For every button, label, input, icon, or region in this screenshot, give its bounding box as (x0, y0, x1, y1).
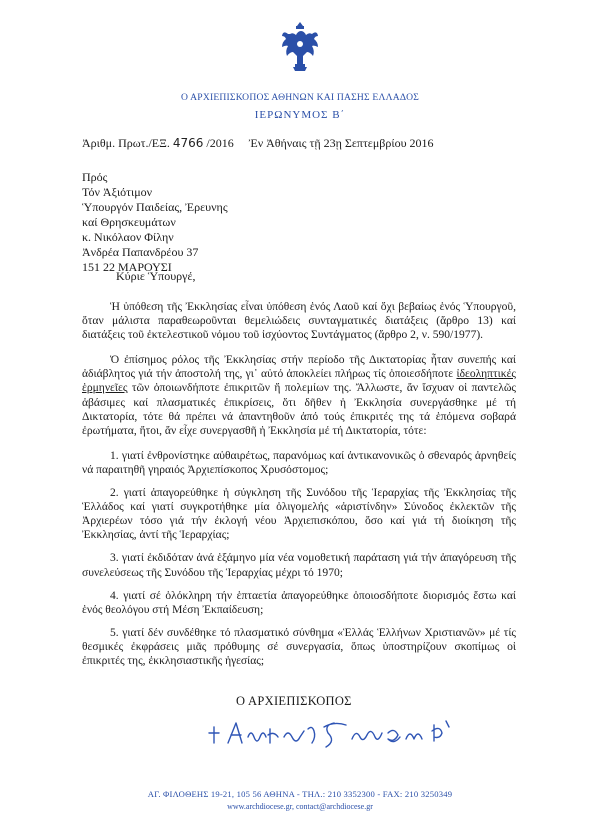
address-line: Πρός (82, 170, 108, 184)
list-item: 2. γιατί ἀπαγορεύθηκε ἡ σύγκληση τῆς Συνόδου τῆς Ἱεραρχίας τῆς Ἐκκλησίας τῆς Ἑλλάδος καί γιατί συγκροτήθηκε μία ὀλιγομελής «ἀριστίνδην» Σύνοδος ἐκλεκτῶν τῆς Ἀρχιερέων τόσο γιά τήν ἐκλογή νέου Ἀρχιεπισκόπου, ὅσο καί γιά τή διοίκηση τῆς Ἐκκλησίας, ἀντί τῆς Ἱεραρχίας; (82, 487, 516, 542)
recipient-address (82, 170, 228, 275)
protocol-label: Ἀριθμ. Πρωτ./ΕΞ. (82, 136, 170, 150)
address-line: Ἀνδρέα Παπανδρέου 37 (82, 245, 199, 259)
address-line: καί Θρησκευμάτων (82, 215, 176, 229)
signature (206, 715, 456, 749)
address-line: Τόν Ἀξιότιμον (82, 185, 153, 199)
salutation: Κύριε Ὑπουργέ, (116, 269, 196, 283)
underlined-phrase: ἰδεοληπτικές ἑρμηνεῖες (82, 368, 516, 395)
list-item: 4. γιατί σέ ὁλόκληρη τήν ἑπταετία ἀπαγορεύθηκε ὁποιοσδήποτε διορισμός ἔστω καί ἑνός θεολόγου στή Μέση Ἐκπαίδευση; (82, 589, 516, 616)
double-headed-eagle-icon (280, 20, 320, 72)
address-line: κ. Νικόλαον Φίλην (82, 230, 174, 244)
letter-date: Ἐν Ἀθήναις τῇ 23ῃ Σεπτεμβρίου 2016 (248, 136, 434, 150)
body-paragraph: Ὁ ἐπίσημος ρόλος τῆς Ἐκκλησίας στήν περίοδο τῆς Δικτατορίας ἦταν συνεπής καί ἀδιάβλητος γιά τήν ἀποστολή της, γι᾽ αὐτό ἀποκλείει πλήρως τίς ὁποιεσδήποτε ἰδεοληπτικές ἑρμηνεῖες τῶν ὁποιωνδήποτε ἐπικριτῶν ἤ πολεμίων της. Ἄλλωστε, ἄν ἴσχυαν οἱ παντελῶς ἀβάσιμες καί πλασματικές ἐπικρίσεις, ὅτι δῆθεν ἡ Ἐκκλησία συνεργάσθηκε μέ τή Δικτατορία, τότε θά πρέπει νά ἀπαντηθοῦν ἀπό τούς ἐπικριτές της τά ἑπόμενα σοβαρά ἐρωτήματα, ἤτοι, ἄν εἶχε συνεργασθῆ ἡ Ἐκκλησία μέ τή Δικτατορία, τότε: (82, 354, 516, 437)
protocol-number: 4766 (172, 136, 204, 150)
header-title: Ο ΑΡΧΙΕΠΙΣΚΟΠΟΣ ΑΘΗΝΩΝ ΚΑΙ ΠΑΣΗΣ ΕΛΛΑΔΟΣ (180, 92, 420, 103)
header-name: ΙΕΡΩΝΥΜΟΣ Β΄ (254, 109, 346, 121)
reference-line (82, 136, 434, 151)
footer-address: ΑΓ. ΦΙΛΟΘΕΗΣ 19-21, 105 56 ΑΘΗΝΑ - ΤΗΛ.: 210 3352300 - FAX: 210 3250349 (147, 789, 453, 799)
body-paragraph: Ἡ ὑπόθεση τῆς Ἐκκλησίας εἶναι ὑπόθεση ἑνός Λαοῦ καί ὄχι βεβαίως ἑνός Ὑπουργοῦ, ὅταν μάλιστα παραθεωροῦνται θεμελιώδεις συνταγματικές διατάξεις (ἄρθρο 13) καί διατάξεις τοῦ ἐκτελεστικοῦ νόμου τοῦ ἰσχύοντος Συντάγματος (ἄρθρο 2, ν. 590/1977). (82, 301, 516, 342)
address-line: Ὑπουργόν Παιδείας, Ἐρευνης (82, 200, 228, 214)
list-item: 1. γιατί ἐνθρονίστηκε αὐθαιρέτως, παρανόμως καί ἀντικανονικῶς ὁ σθεναρός ἀρνηθείς νά παραιτηθῆ γηραιός Ἀρχιεπίσκοπος Χρυσόστομος; (82, 449, 516, 476)
footer-contact: www.archdiocese.gr, contact@archdiocese.gr (227, 802, 373, 811)
closing-title: Ο ΑΡΧΙΕΠΙΣΚΟΠΟΣ (236, 694, 352, 708)
address-line: 151 22 ΜΑΡΟΥΣΙ (82, 260, 172, 274)
list-item: 3. γιατί ἐκδιδόταν ἀνά ἑξάμηνο μία νέα νομοθετική παράταση γιά τήν ἀπαγόρευση τῆς συνελεύσεως τῆς Συνόδου τῆς Ἱεραρχίας μέχρι τό 1970; (82, 552, 516, 579)
letter-body (82, 300, 516, 677)
protocol-year: /2016 (206, 136, 234, 150)
list-item: 5. γιατί δέν συνδέθηκε τό πλασματικό σύνθημα «Ἑλλάς Ἑλλήνων Χριστιανῶν» μέ τίς θεσμικές ἐκφράσεις μιᾶς πρόθυμης σέ συνεργασία, ὅπως ὑποστηρίζουν σκοπίμως οἱ ἐπικριτές της, ἐκκλησιαστικῆς ἡγεσίας; (82, 626, 516, 667)
